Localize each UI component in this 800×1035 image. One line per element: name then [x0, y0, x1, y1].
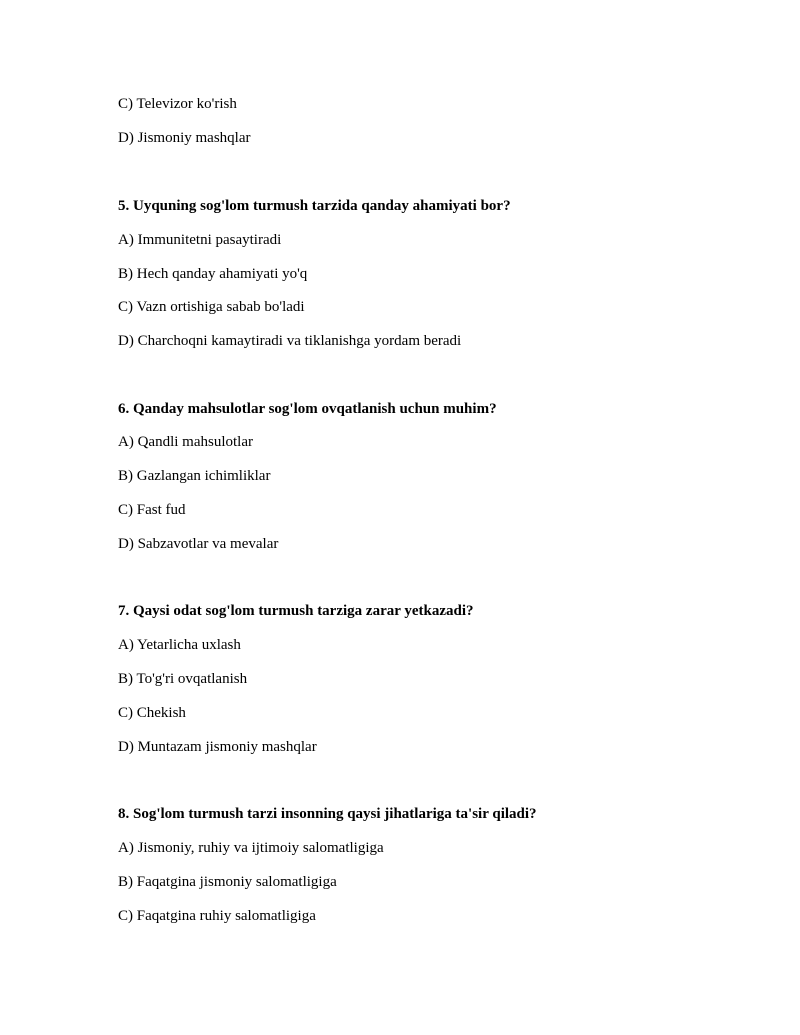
question-7: 7. Qaysi odat sog'lom turmush tarziga zarar yetkazadi? [118, 603, 474, 619]
option-8a: A) Jismoniy, ruhiy va ijtimoiy salomatligiga [118, 840, 384, 856]
option-5a: A) Immunitetni pasaytiradi [118, 232, 282, 248]
option-4d: D) Jismoniy mashqlar [118, 130, 251, 146]
option-8b: B) Faqatgina jismoniy salomatligiga [118, 874, 337, 890]
option-7d: D) Muntazam jismoniy mashqlar [118, 739, 317, 755]
question-6: 6. Qanday mahsulotlar sog'lom ovqatlanish uchun muhim? [118, 401, 497, 417]
question-8: 8. Sog'lom turmush tarzi insonning qaysi jihatlariga ta'sir qiladi? [118, 806, 537, 822]
option-7a: A) Yetarlicha uxlash [118, 637, 241, 653]
option-8c: C) Faqatgina ruhiy salomatligiga [118, 908, 316, 924]
option-5c: C) Vazn ortishiga sabab bo'ladi [118, 299, 305, 315]
option-5d: D) Charchoqni kamaytiradi va tiklanishga yordam beradi [118, 333, 462, 349]
option-6c: C) Fast fud [118, 502, 186, 518]
option-7b: B) To'g'ri ovqatlanish [118, 671, 248, 687]
option-6b: B) Gazlangan ichimliklar [118, 468, 271, 484]
option-7c: C) Chekish [118, 705, 186, 721]
question-5: 5. Uyquning sog'lom turmush tarzida qanday ahamiyati bor? [118, 198, 511, 214]
option-5b: B) Hech qanday ahamiyati yo'q [118, 266, 308, 282]
option-6a: A) Qandli mahsulotlar [118, 434, 253, 450]
option-4c: C) Televizor ko'rish [118, 96, 237, 112]
option-6d: D) Sabzavotlar va mevalar [118, 536, 279, 552]
